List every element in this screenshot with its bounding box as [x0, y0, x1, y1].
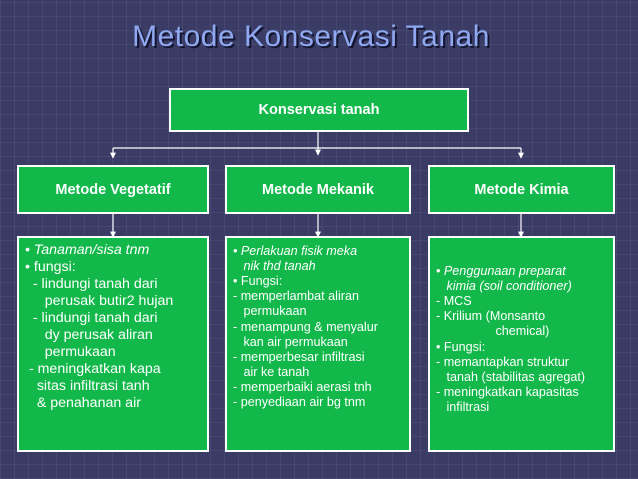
description-line: air ke tanah [233, 364, 310, 379]
description-line: permukaan [25, 344, 116, 361]
method-box-mekanik [225, 165, 411, 214]
description-line: - lindungi tanah dari [25, 310, 158, 327]
description-line: - menampung & menyalur [233, 319, 378, 334]
description-line: sitas infiltrasi tanh [25, 378, 150, 395]
description-line: • Fungsi: [436, 339, 486, 354]
description-line: • Penggunaan preparat [436, 264, 566, 278]
description-line: - memantapkan struktur [436, 354, 569, 369]
description-line: - memperbaiki aerasi tnh [233, 379, 372, 394]
description-line: kimia (soil conditioner) [436, 279, 572, 294]
root-label: Konservasi tanah [258, 102, 380, 118]
description-line: • Perlakuan fisik meka [233, 244, 358, 258]
description-line: tanah (stabilitas agregat) [436, 369, 586, 384]
description-line: infiltrasi [436, 399, 490, 414]
vegetatif-description [17, 236, 209, 452]
description-line: chemical) [436, 324, 550, 339]
method-label-mekanik: Metode Mekanik [262, 181, 374, 198]
description-line: perusak butir2 hujan [25, 293, 174, 310]
description-line: permukaan [233, 304, 307, 319]
description-line: - meningkatkan kapasitas [436, 384, 579, 399]
method-box-kimia [428, 165, 615, 214]
description-line: • Fungsi: [233, 274, 283, 289]
description-line: - MCS [436, 294, 472, 309]
root-box [169, 88, 469, 132]
description-line: - Krilium (Monsanto [436, 309, 546, 324]
kimia-description [428, 236, 615, 452]
description-line: - lindungi tanah dari [25, 276, 158, 293]
description-line: • Tanaman/sisa tnm [25, 242, 150, 258]
method-box-vegetatif [17, 165, 209, 214]
description-line: kan air permukaan [233, 334, 348, 349]
description-line: nik thd tanah [233, 259, 316, 274]
title-text: Metode Konservasi Tanah [132, 20, 490, 53]
description-line: - penyediaan air bg tnm [233, 395, 366, 410]
description-line: • fungsi: [25, 259, 76, 276]
description-line: - memperbesar infiltrasi [233, 349, 365, 364]
description-line: dy perusak aliran [25, 327, 153, 344]
description-line: - meningkatkan kapa [25, 361, 161, 378]
method-label-vegetatif: Metode Vegetatif [55, 181, 171, 198]
method-label-kimia: Metode Kimia [474, 181, 569, 198]
description-line: & penahanan air [25, 395, 141, 412]
description-line: - memperlambat aliran [233, 289, 359, 304]
mekanik-description [225, 236, 411, 452]
